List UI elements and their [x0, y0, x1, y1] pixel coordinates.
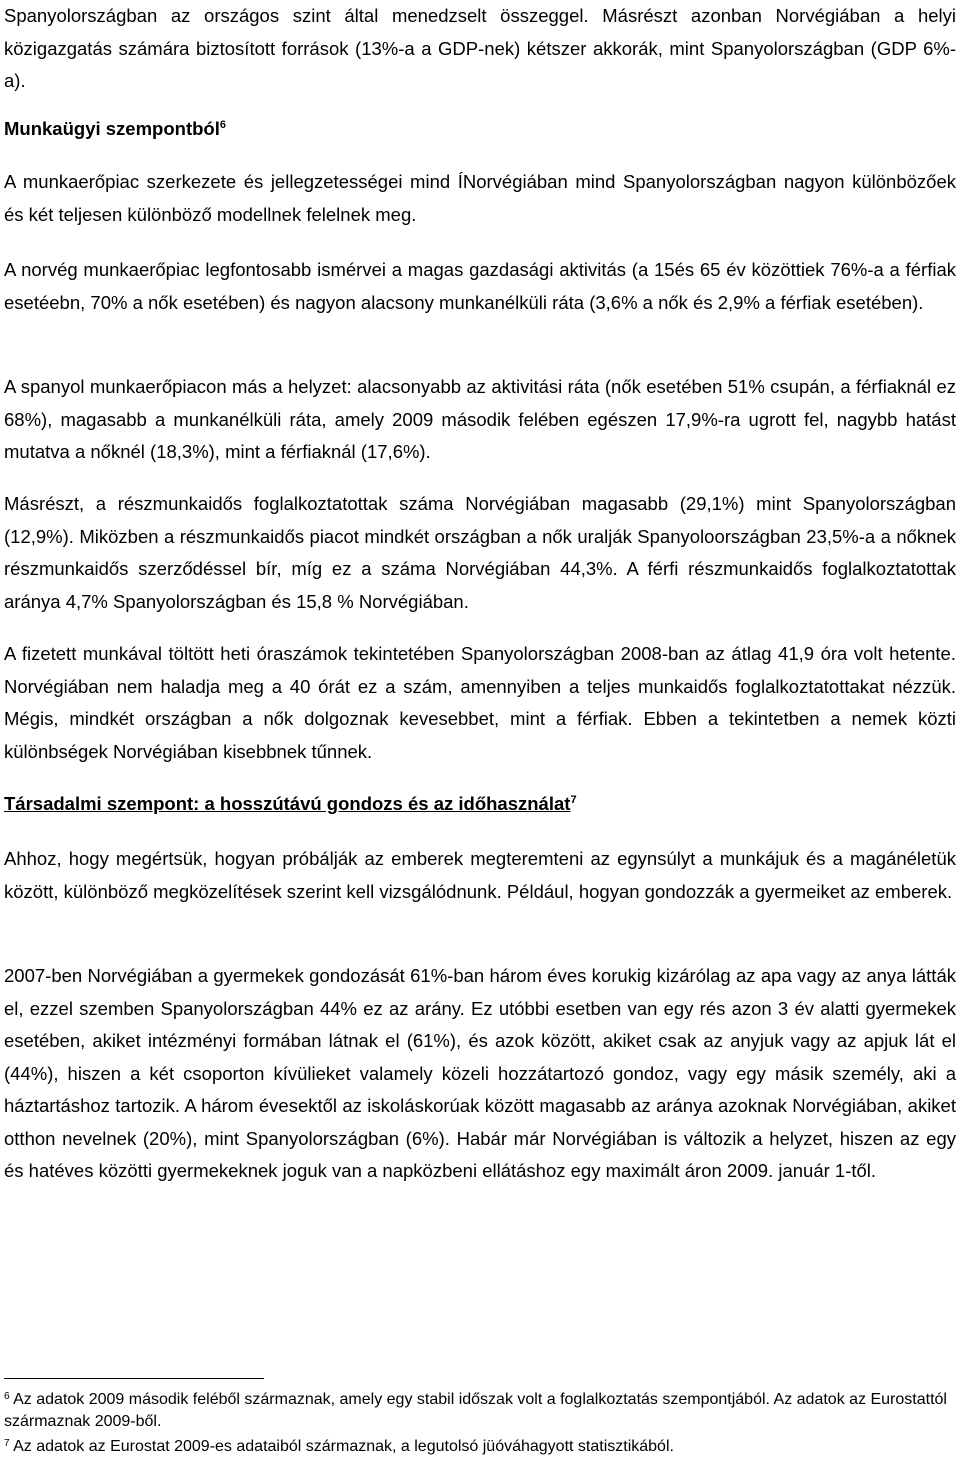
labour-paragraph-4: Másrészt, a részmunkaidős foglalkoztatottak száma Norvégiában magasabb (29,1%) mint Spanyolországban (12,9%). Miközben a részmunkaidős piacot mindkét országban a nők uralják Spanyoloországban 23,5%-a a nőknek részmunkaidős szerződéssel bír, míg ez a száma Norvégiában 44,3%. A férfi részmunkaidős foglalkoztatottak aránya 4,7% Spanyolországban és 15,8 % Norvégiában. [4, 493, 956, 612]
social-heading [4, 788, 956, 820]
footnote-7-number: 7 [4, 1438, 10, 1449]
labour-heading-text: Munkaügyi szempontból [4, 118, 220, 139]
social-heading-text: Társadalmi szempont: a hosszútávú gondozs és az időhasználat [4, 793, 571, 814]
labour-paragraph-3: A spanyol munkaerőpiacon más a helyzet: alacsonyabb az aktivitási ráta (nők esetében 51% csupán, a férfiaknál ez 68%), magasabb a munkanélküli ráta, amely 2009 második felében egészen 17,9%-ra ugrott fel, nagybb hatást mutatva a nőknél (18,3%), mint a férfiaknál (17,6%). [4, 376, 956, 462]
footnote-separator [4, 1378, 264, 1379]
footnote-6-number: 6 [4, 1391, 10, 1402]
footnote-ref-6[interactable]: 6 [219, 119, 226, 131]
footnote-7-text: Az adatok az Eurostat 2009-es adataiból származnak, a legutolsó jüóváhagyott statisztikából. [13, 1438, 674, 1455]
labour-paragraph-2: A norvég munkaerőpiac legfontosabb ismérvei a magas gazdasági aktivitás (a 15és 65 év közöttiek 76%-a a férfiak esetéebn, 70% a nők esetében) és nagyon alacsony munkanélküli ráta (3,6% a nők és 2,9% a férfiak esetében). [4, 259, 956, 313]
social-paragraph-2: 2007-ben Norvégiában a gyermekek gondozását 61%-ban három éves korukig kizárólag az apa vagy az anya látták el, ezzel szemben Spanyolországban 44% ez az arány. Ez utóbbi esetben van egy rés azon 3 év alatti gyermekek esetében, akiket intézményi formában látnak el (61%), és azok között, akiket csak az anyjuk vagy az apjuk lát el (44%), hiszen a két csoporton kívülieket valamely közeli hozzátartozó gondoz, vagy egy másik személy, aki a háztartáshoz tartozik. A három évesektől az iskoláskorúak között magasabb az aránya azoknak Norvégiában, akiket otthon nevelnek (20%), mint Spanyolországban (6%). Habár már Norvégiában is változik a helyzet, hiszen az egy és hatéves közötti gyermekeknek joguk van a napközbeni ellátáshoz egy maximált áron 2009. január 1-től. [4, 965, 956, 1181]
labour-paragraph-1: A munkaerőpiac szerkezete és jellegzetességei mind ÍNorvégiában mind Spanyolországban nagyon különbözőek és két teljesen különböző modellnek felelnek meg. [4, 171, 956, 225]
social-paragraph-1: Ahhoz, hogy megértsük, hogyan próbálják az emberek megteremteni az egynsúlyt a munkájuk és a magánéletük között, különböző megközelítések szerint kell vizsgálódnunk. Például, hogyan gondozzák a gyermeiket az emberek. [4, 848, 956, 902]
labour-paragraph-5: A fizetett munkával töltött heti óraszámok tekintetében Spanyolországban 2008-ban az átlag 41,9 óra volt hetente. Norvégiában nem haladja meg a 40 órát ez a szám, amennyiben a teljes munkaidős foglalkoztatottakat nézzük. Mégis, mindkét országban a nők dolgoznak kevesebbet, mint a férfiak. Ebben a tekintetben a nemek közti különbségek Norvégiában kisebbnek tűnnek. [4, 643, 956, 762]
footnote-7 [4, 1436, 956, 1458]
intro-paragraph: Spanyolországban az országos szint által menedzselt összeggel. Másrészt azonban Norvégiában a helyi közigazgatás számára biztosított források (13%-a a GDP-nek) kétszer akkorák, mint Spanyolországban (GDP 6%-a). [4, 5, 956, 91]
footnote-ref-7[interactable]: 7 [570, 794, 577, 806]
labour-heading [4, 113, 956, 145]
footnote-6 [4, 1389, 956, 1433]
footnote-6-text: Az adatok 2009 második feléből származnak, amely egy stabil időszak volt a foglalkoztatás szempontjából. Az adatok az Eurostattól származnak 2009-ből. [4, 1391, 947, 1430]
